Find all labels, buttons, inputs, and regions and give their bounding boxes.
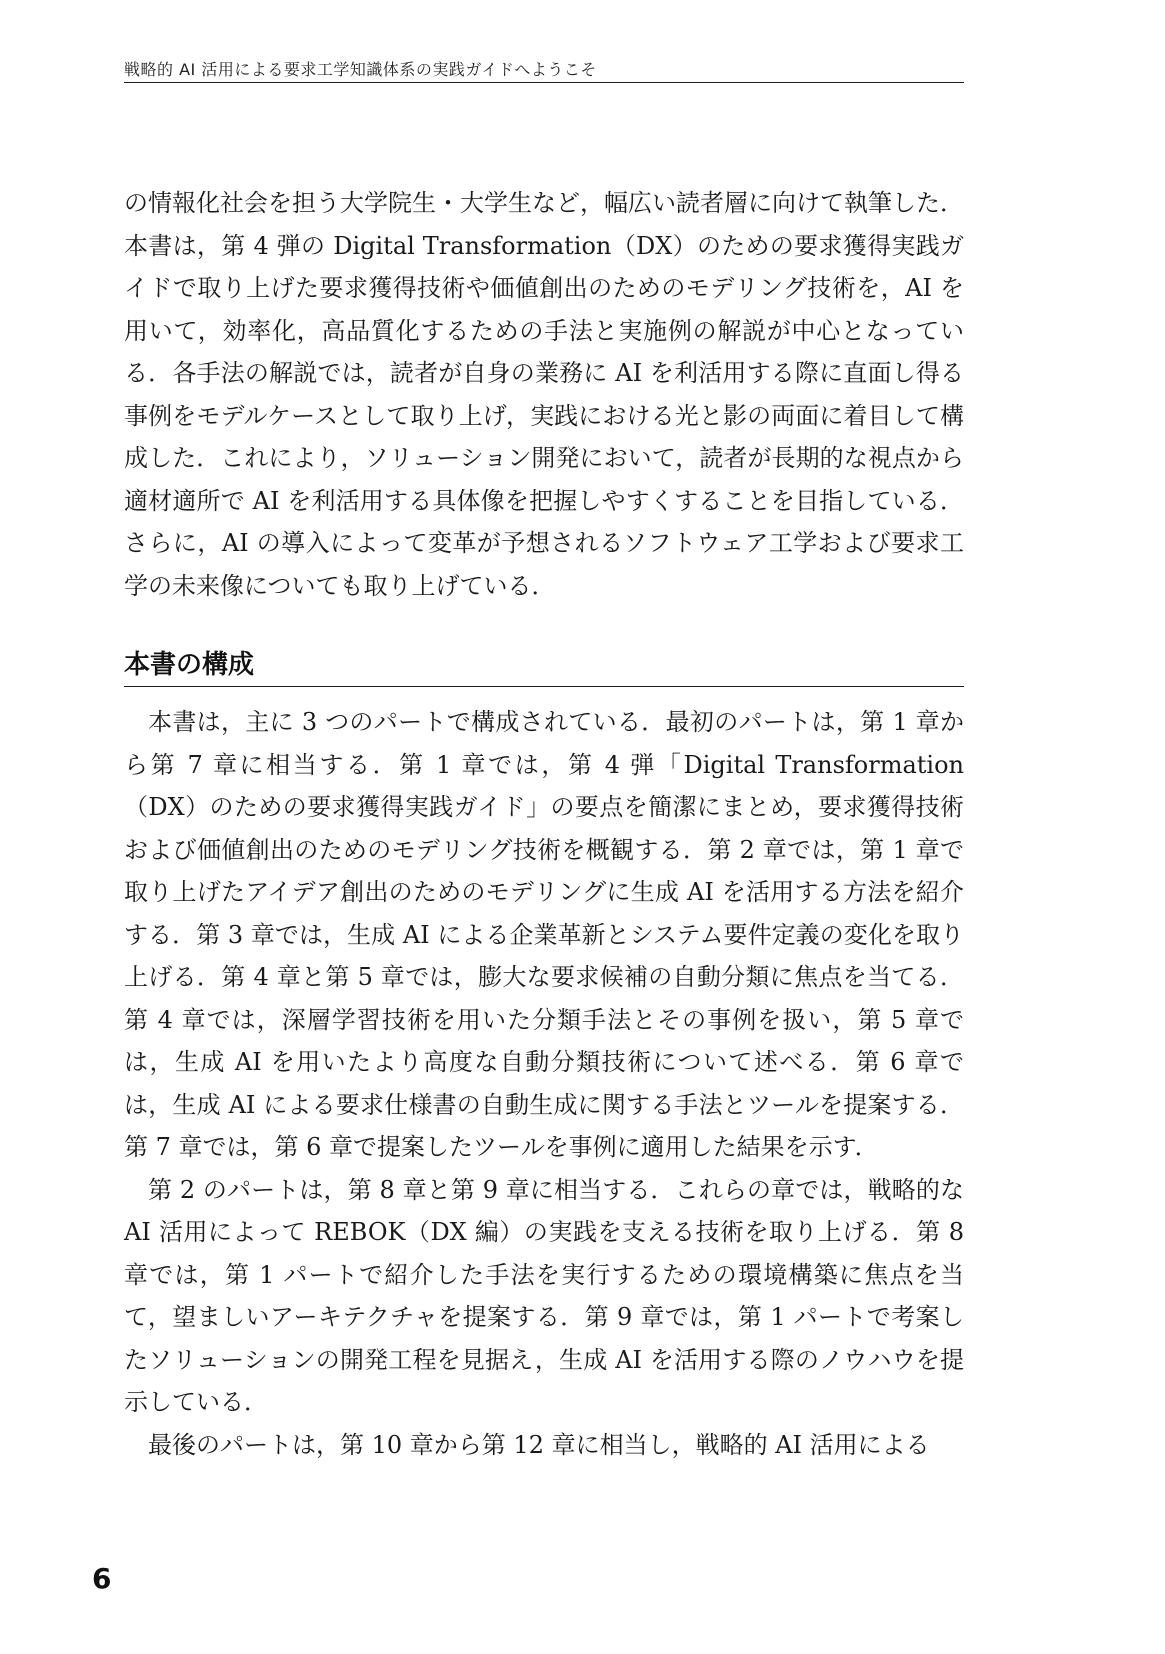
paragraph-part-two: 第 2 のパートは，第 8 章と第 9 章に相当する．これらの章では，戦略的な AI 活用によって REBOK（DX 編）の実践を支える技術を取り上げる．第 8 章では，第 1 パートで紹介した手法を実行するための環境構築に焦点を当て，望ましいアーキテクチャを提案する．第 9 章では，第 1 パートで考案したソリューションの開発工程を見据え，生成 AI を活用する際のノウハウを提示している． <box>124 1175 964 1416</box>
paragraph-part-one: 本書は，主に 3 つのパートで構成されている．最初のパートは，第 1 章から第 7 章に相当する．第 1 章では，第 4 弾「Digital Transformation（DX）のための要求獲得実践ガイド」の要点を簡潔にまとめ，要求獲得技術および価値創出のためのモデリング技術を概観する．第 2 章では，第 1 章で取り上げたアイデア創出のためのモデリングに生成 AI を活用する方法を紹介する．第 3 章では，生成 AI による企業革新とシステム要件定義の変化を取り上げる．第 4 章と第 5 章では，膨大な要求候補の自動分類に焦点を当てる．第 4 章では，深層学習技術を用いた分類手法とその事例を扱い，第 5 章では，生成 AI を用いたより高度な自動分類技術について述べる．第 6 章では，生成 AI による要求仕様書の自動生成に関する手法とツールを提案する．第 7 章では，第 6 章で提案したツールを事例に適用した結果を示す． <box>124 708 964 1161</box>
intro-paragraph: の情報化社会を担う大学院生・大学生など，幅広い読者層に向けて執筆した．本書は，第 4 弾の Digital Transformation（DX）のための要求獲得実践ガイドで取り上げた要求獲得技術や価値創出のためのモデリング技術を，AI を用いて，効率化，高品質化するための手法と実施例の解説が中心となっている．各手法の解説では，読者が自身の業務に AI を利活用する際に直面し得る事例をモデルケースとして取り上げ，実践における光と影の両面に着目して構成した．これにより，ソリューション開発において，読者が長期的な視点から適材適所で AI を利活用する具体像を把握しやすくすることを目指している．さらに，AI の導入によって変革が予想されるソフトウェア工学および要求工学の未来像についても取り上げている． <box>124 189 964 600</box>
running-header: 戦略的 AI 活用による要求工学知識体系の実践ガイドへようこそ <box>124 60 597 79</box>
section-heading: 本書の構成 <box>124 650 255 680</box>
page-number: 6 <box>92 1562 112 1595</box>
intro-text <box>124 182 964 607</box>
section-divider <box>124 686 964 687</box>
section-body <box>124 701 964 1466</box>
paragraph-part-three: 最後のパートは，第 10 章から第 12 章に相当し，戦略的 AI 活用による <box>148 1430 930 1459</box>
header-divider <box>124 82 964 83</box>
